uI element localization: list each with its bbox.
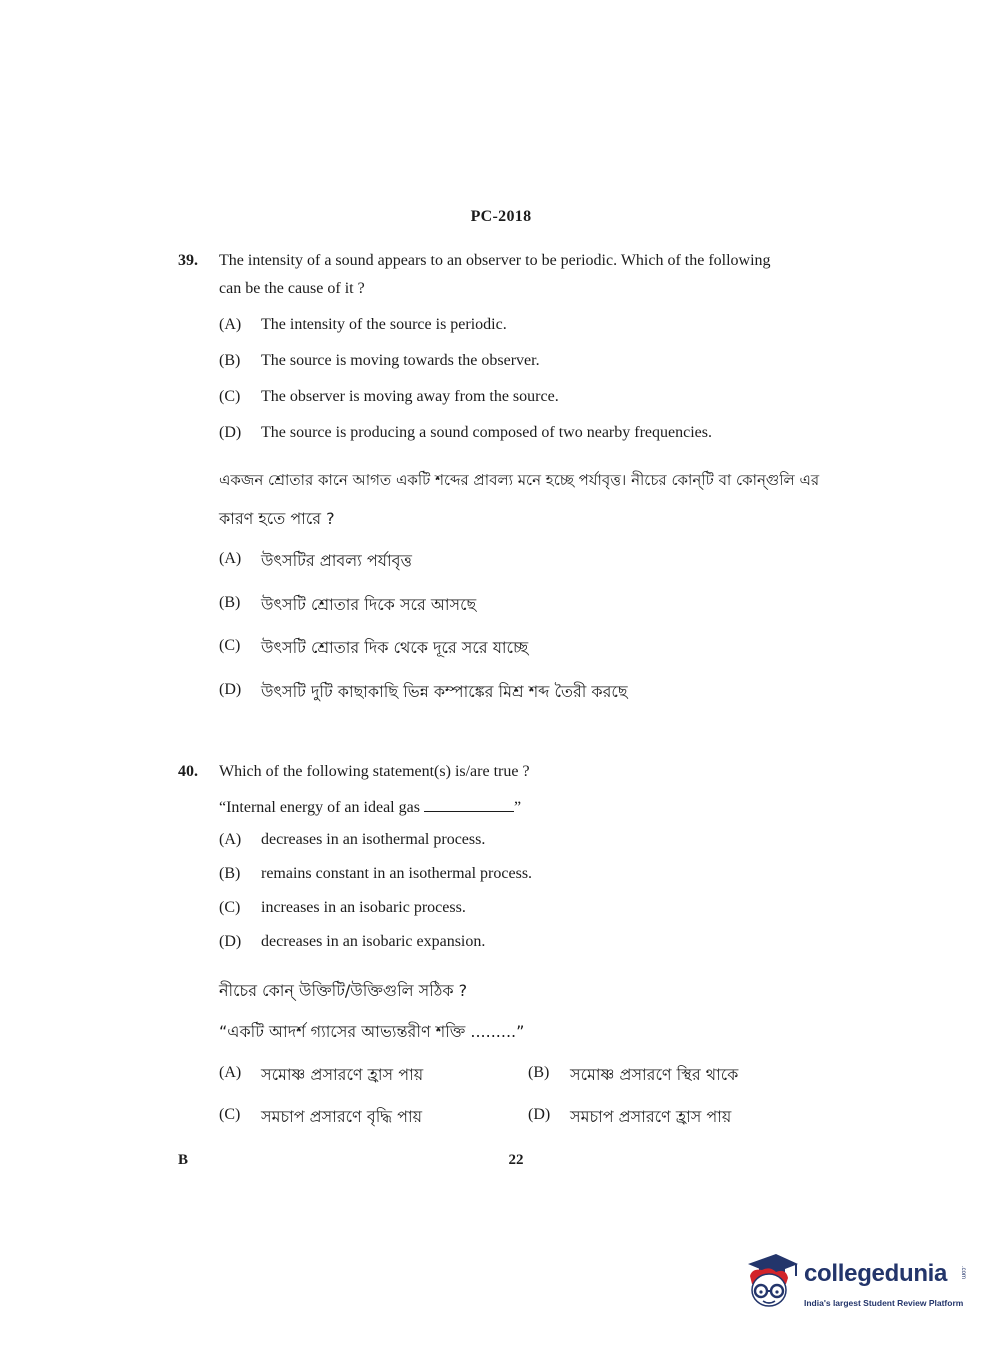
q39-bn-option-a-text: উৎসটির প্রাবল্য পর্যাবৃত্ত — [261, 551, 412, 570]
q39-bn-option-c-label: (C) — [219, 637, 241, 654]
question-40-stem-line1: Which of the following statement(s) is/are true ? — [219, 763, 530, 780]
q40-option-d-label: (D) — [219, 933, 242, 950]
q39-bn-option-d-text: উৎসটি দুটি কাছাকাছি ভিন্ন কম্পাঙ্কের মিশ্র শব্দ তৈরী করছে — [261, 682, 628, 701]
q39-bn-option-c-text: উৎসটি শ্রোতার দিক থেকে দূরে সরে যাচ্ছে — [261, 638, 529, 657]
q40-bn-option-d-text: সমচাপ প্রসারণে হ্রাস পায় — [570, 1107, 732, 1126]
question-40-bengali-stem-line1: নীচের কোন্‌ উক্তিটি/উক্তিগুলি সঠিক ? — [219, 981, 468, 1000]
q40-bn-option-a-text: সমোষ্ণ প্রসারণে হ্রাস পায় — [261, 1065, 424, 1084]
q40-option-a-label: (A) — [219, 831, 242, 848]
collegedunia-logo — [742, 1250, 972, 1314]
q39-option-d-label: (D) — [219, 424, 242, 441]
q39-bn-option-d-label: (D) — [219, 681, 242, 698]
q40-bn-option-c-text: সমচাপ প্রসারণে বৃদ্ধি পায় — [261, 1107, 423, 1126]
question-40-number: 40. — [178, 763, 198, 780]
q39-bn-option-b-text: উৎসটি শ্রোতার দিকে সরে আসছে — [261, 595, 477, 614]
q39-bn-option-b-label: (B) — [219, 594, 241, 611]
question-39-bengali-stem-line1: একজন শ্রোতার কানে আগত একটি শব্দের প্রাবল্য মনে হচ্ছে পর্যাবৃত্ত। নীচের কোন্‌টি বা কোন্‌গুলি এর — [219, 471, 820, 489]
question-39-stem-line2: can be the cause of it ? — [219, 280, 365, 297]
q40-option-c-text: increases in an isobaric process. — [261, 899, 466, 916]
q39-option-c-text: The observer is moving away from the source. — [261, 388, 559, 405]
answer-blank — [424, 797, 514, 812]
q40-option-b-text: remains constant in an isothermal process. — [261, 865, 533, 882]
q39-option-a-label: (A) — [219, 316, 242, 333]
q39-option-a-text: The intensity of the source is periodic. — [261, 316, 507, 333]
logo-suffix: .com — [960, 1266, 966, 1280]
mascot-icon — [742, 1250, 800, 1314]
question-39-bengali-stem-line2: কারণ হতে পারে ? — [219, 509, 335, 528]
page-number: 22 — [508, 1152, 524, 1168]
q39-option-b-text: The source is moving towards the observer. — [261, 352, 540, 369]
q40-option-c-label: (C) — [219, 899, 241, 916]
question-40-bengali-stem-line2: “একটি আদর্শ গ্যাসের আভ্যন্তরীণ শক্তি .........” — [219, 1022, 525, 1041]
question-39-stem-line1: The intensity of a sound appears to an observer to be periodic. Which of the following — [219, 252, 771, 269]
question-40-stem-quote — [219, 797, 521, 817]
q40-bn-option-a-label: (A) — [219, 1064, 242, 1081]
q39-option-d-text: The source is producing a sound composed of two nearby frequencies. — [261, 424, 712, 441]
question-40-quote-end: ” — [513, 799, 522, 816]
paper-code: PC-2018 — [470, 208, 532, 225]
q40-bn-option-c-label: (C) — [219, 1106, 241, 1123]
question-40-quote-start: “Internal energy of an ideal gas — [219, 799, 420, 816]
logo-tagline: India's largest Student Review Platform — [804, 1298, 964, 1308]
q40-option-a-text: decreases in an isothermal process. — [261, 831, 486, 848]
q40-bn-option-d-label: (D) — [528, 1106, 551, 1123]
set-code: B — [178, 1152, 189, 1168]
q39-bn-option-a-label: (A) — [219, 550, 242, 567]
logo-wordmark: collegedunia — [804, 1260, 948, 1287]
q40-bn-option-b-label: (B) — [528, 1064, 550, 1081]
q40-bn-option-b-text: সমোষ্ণ প্রসারণে স্থির থাকে — [570, 1065, 739, 1084]
q40-option-d-text: decreases in an isobaric expansion. — [261, 933, 486, 950]
q40-option-b-label: (B) — [219, 865, 241, 882]
q39-option-b-label: (B) — [219, 352, 241, 369]
question-39-number: 39. — [178, 252, 198, 269]
q39-option-c-label: (C) — [219, 388, 241, 405]
